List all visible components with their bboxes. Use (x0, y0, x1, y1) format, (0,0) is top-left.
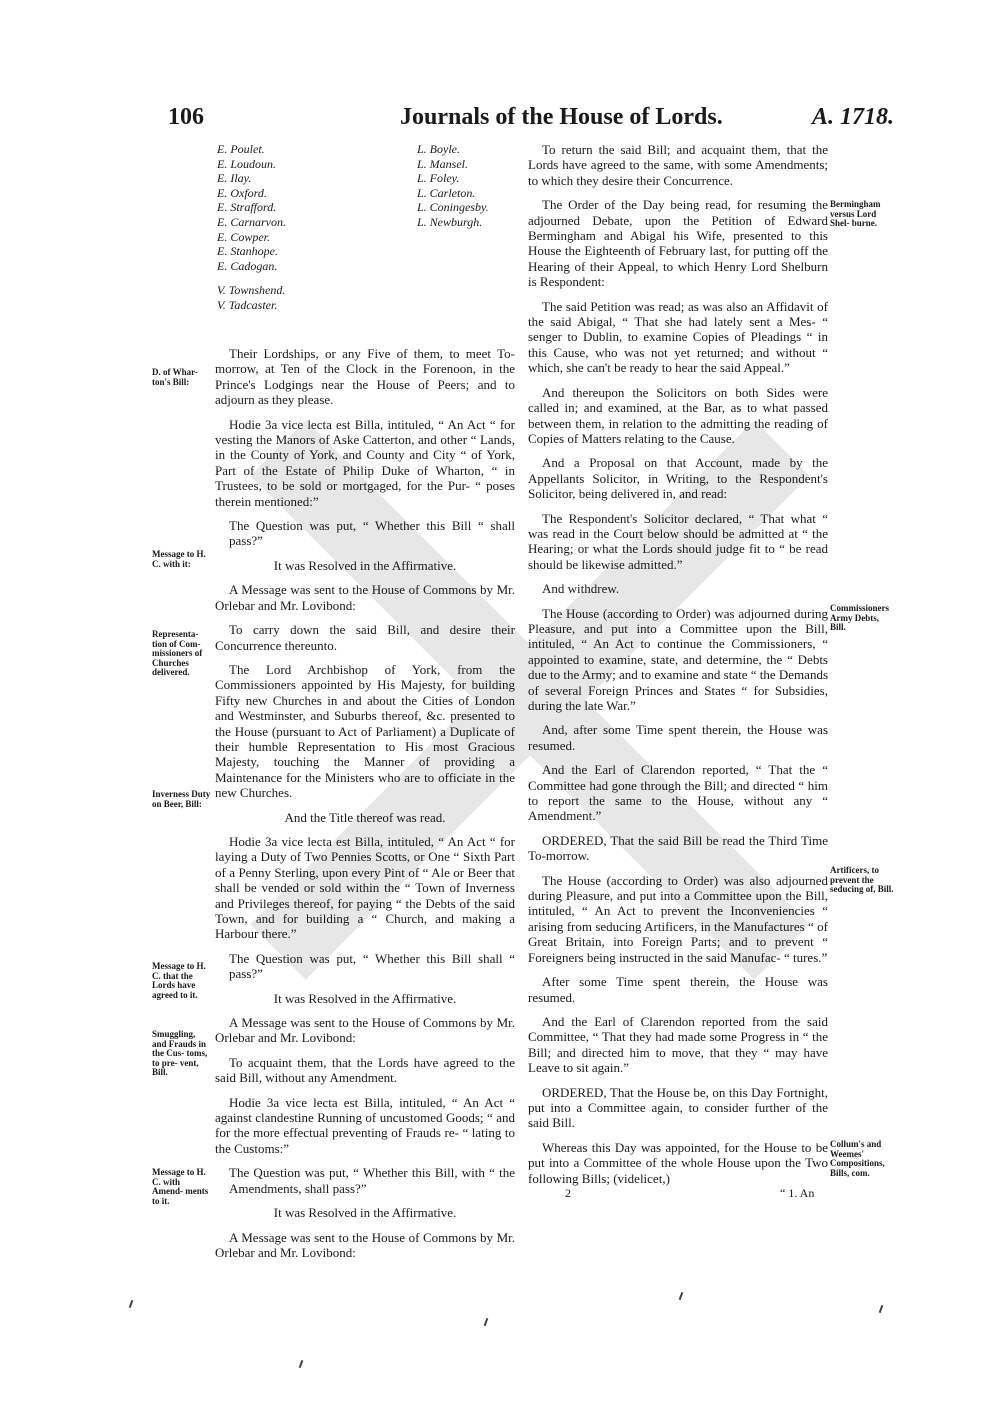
lord-name: L. Newburgh. (417, 214, 483, 229)
lord-name: E. Carnarvon. (217, 214, 286, 229)
lord-name: E. Poulet. (217, 142, 265, 156)
lords-list-right (417, 142, 489, 230)
scan-speck (679, 1292, 684, 1300)
paragraph: A Message was sent to the House of Commons by Mr. Orlebar and Mr. Lovibond: (215, 1229, 515, 1260)
lord-name: L. Mansel. (417, 156, 468, 171)
paragraph: It was Resolved in the Affirmative. (273, 990, 457, 1006)
margin-note: Artificers, to prevent the seducing of, Bill. (830, 865, 894, 895)
right-column (528, 142, 828, 1195)
signature-mark: 2 (565, 1186, 571, 1200)
lord-name: E. Stanhope. (217, 244, 278, 259)
page-year: A. 1718. (811, 104, 894, 130)
paragraph: A Message was sent to the House of Commons by Mr. Orlebar and Mr. Lovibond: (215, 1015, 515, 1046)
margin-note: Smuggling, and Frauds in the Cus- toms, to pre- vent, Bill. (152, 1029, 208, 1078)
paragraph: The House (according to Order) was adjourned during Pleasure, and put into a Committee upon the Bill, intituled, “ An Act to continue the Commissioners, “ appointed to examine, state, and determine, the “ Debts due to the Army; and to examine and state “ the Demands of several Foreign Princes and States “ for Subsidies, during the late War.” (528, 605, 828, 713)
paragraph: The said Petition was read; as was also an Affidavit of the said Abigal, “ That she had lately sent a Mes- “ senger to Dublin, to examine Copies of Pleadings “ in this Cause, who was not yet returned; and without “ which, she can't be ready to hear the said Appeal.” (528, 298, 828, 376)
lords-list (215, 142, 515, 334)
margin-note: Collum's and Weemes' Compositions, Bills, com. (830, 1139, 885, 1178)
paragraph: Whereas this Day was appointed, for the House to be put into a Committee of the whole House upon the Two following Bills; (videlicet,) (528, 1139, 828, 1186)
lord-name: L. Boyle. (417, 142, 460, 156)
paragraph: To carry down the said Bill, and desire their Concurrence thereunto. (215, 622, 515, 653)
page-number: 106 (168, 104, 204, 130)
paragraph: Hodie 3a vice lecta est Billa, intituled, “ An Act “ against clandestine Running of uncustomed Goods; “ and for the more effectual preventing of Frauds re- “ lating to the Customs:” (215, 1094, 515, 1156)
lord-name: E. Cowper. (217, 229, 271, 244)
paragraph: The Question was put, “ Whether this Bill, with “ the Amendments, shall pass?” (229, 1165, 515, 1196)
margin-note: Message to H. C. with Amend- ments to it. (152, 1167, 209, 1206)
paragraph: Hodie 3a vice lecta est Billa, intituled, “ An Act “ for laying a Duty of Two Pennies Scotts, or One “ Sixth Part of a Penny Sterling, upon every Pint of “ Ale or Beer that shall be vended or sold within the “ Town of Inverness and Privileges thereof, for paying “ the Debts of the said Town, and for building a “ Church, and making a Harbour there.” (215, 833, 515, 942)
paragraph: And a Proposal on that Account, made by the Appellants Solicitor, in Writing, to the Respondent's Solicitor, being delivered in, and read: (528, 455, 828, 502)
paragraph: It was Resolved in the Affirmative. (273, 1205, 457, 1221)
margin-note: D. of Whar- ton's Bill: (152, 367, 198, 387)
margin-note: Inverness Duty on Beer, Bill: (152, 789, 211, 809)
margin-note: Representa- tion of Com- missioners of Churches delivered. (152, 629, 203, 678)
lord-name: V. Townshend. (217, 283, 286, 298)
paragraph: The Question was put, “ Whether this Bill “ shall pass?” (229, 518, 515, 549)
left-column (215, 142, 515, 1269)
paragraph: Their Lordships, or any Five of them, to meet To-morrow, at Ten of the Clock in the Forenoon, in the Prince's Lodgings near the House of Peers; and to adjourn as they please. (215, 346, 515, 408)
lord-name: E. Oxford. (217, 185, 267, 200)
lord-name: L. Carleton. (417, 185, 476, 200)
margin-note: Bermingham versus Lord Shel- burne. (830, 199, 881, 229)
paragraph: And, after some Time spent therein, the House was resumed. (528, 722, 828, 753)
lord-name: L. Foley. (417, 171, 460, 186)
margin-note: Message to H. C. with it: (152, 549, 206, 569)
paragraph: After some Time spent therein, the House was resumed. (528, 974, 828, 1005)
lord-name: E. Ilay. (217, 171, 252, 186)
paragraph: To return the said Bill; and acquaint them, that the Lords have agreed to the same, with some Amendments; to which they desire their Concurrence. (528, 142, 828, 188)
paragraph: The Lord Archbishop of York, from the Commissioners appointed by His Majesty, for building Fifty new Churches in and about the Cities of London and Westminster, and Suburbs thereof, &c. presented to the House (pursuant to Act of Parliament) a Duplicate of their humble Representation to His most Gracious Majesty, touching the Manner of providing a Maintenance for the Ministers who are to officiate in the new Churches. (215, 661, 515, 801)
paragraph: The Respondent's Solicitor declared, “ That what “ was read in the Court below should be admitted at “ the Hearing; or what the Lords should judge fit to “ be read should be likewise admitted.” (528, 510, 828, 572)
paragraph: ORDERED, That the said Bill be read the Third Time To-morrow. (528, 832, 828, 864)
margin-note: Message to H. C. that the Lords have agreed to it. (152, 961, 206, 1000)
paragraph: To acquaint them, that the Lords have agreed to the said Bill, without any Amendment. (215, 1054, 515, 1086)
paragraph: The House (according to Order) was also adjourned during Pleasure, and put into a Committee upon the Bill, intituled, “ An Act to prevent the Inconveniencies “ arising from seducing Artificers, in the Manufactures “ of Great Britain, into Foreign Parts; and to prevent “ Foreigners being instructed in the said Manufac- “ tures.” (528, 872, 828, 965)
lord-name: E. Loudoun. (217, 156, 277, 171)
scan-speck (299, 1360, 304, 1368)
lord-name: E. Cadogan. (217, 258, 278, 273)
lord-name: L. Coningesby. (417, 200, 489, 215)
paragraph: And the Earl of Clarendon reported, “ That the “ Committee had gone through the Bill; and directed “ him to report the same to the House, without any “ Amendment.” (528, 762, 828, 824)
paragraph: And thereupon the Solicitors on both Sides were called in; and examined, at the Bar, as to what passed between them, in relation to the admitting the reading of Copies of Matters relating to the Cause. (528, 384, 828, 446)
paragraph: ORDERED, That the House be, on this Day Fortnight, put into a Committee again, to consider further of the said Bill. (528, 1084, 828, 1131)
lord-name: V. Tadcaster. (217, 297, 278, 312)
paragraph: It was Resolved in the Affirmative. (273, 557, 457, 573)
paragraph: A Message was sent to the House of Commons by Mr. Orlebar and Mr. Lovibond: (215, 582, 515, 613)
lord-name: E. Strafford. (217, 200, 277, 215)
paragraph: And withdrew. (542, 581, 620, 597)
margin-note: Commissioners Army Debts, Bill. (830, 603, 889, 633)
paragraph: And the Title thereof was read. (284, 809, 446, 825)
paragraph: The Question was put, “ Whether this Bill shall “ pass?” (229, 950, 515, 982)
page-title: Journals of the House of Lords. (400, 104, 723, 130)
paragraph: And the Earl of Clarendon reported from the said Committee, “ That they had made some Progress in “ the Bill; and directed him to move, that they “ may have Leave to sit again.” (528, 1013, 828, 1076)
scan-speck (879, 1305, 884, 1313)
page-header (168, 104, 894, 140)
lords-list-left (217, 142, 286, 313)
paragraph: The Order of the Day being read, for resuming the adjourned Debate, upon the Petition of Edward Bermingham and Abigal his Wife, presented to this House the Eighteenth of February last, for putting off the Hearing of their Appeal, to which Henry Lord Shelburn is Respondent: (528, 197, 828, 290)
paragraph: Hodie 3a vice lecta est Billa, intituled, “ An Act “ for vesting the Manors of Aske Catterton, and other “ Lands, in the County of York, and County and City “ of York, Part of the Estate of Philip Duke of Wharton, “ in Trustees, to be sold or mortgaged, for the Pur- “ poses therein mentioned:” (215, 416, 515, 509)
catchword: “ 1. An (780, 1186, 815, 1200)
scan-speck (129, 1300, 134, 1308)
scan-speck (484, 1318, 489, 1326)
